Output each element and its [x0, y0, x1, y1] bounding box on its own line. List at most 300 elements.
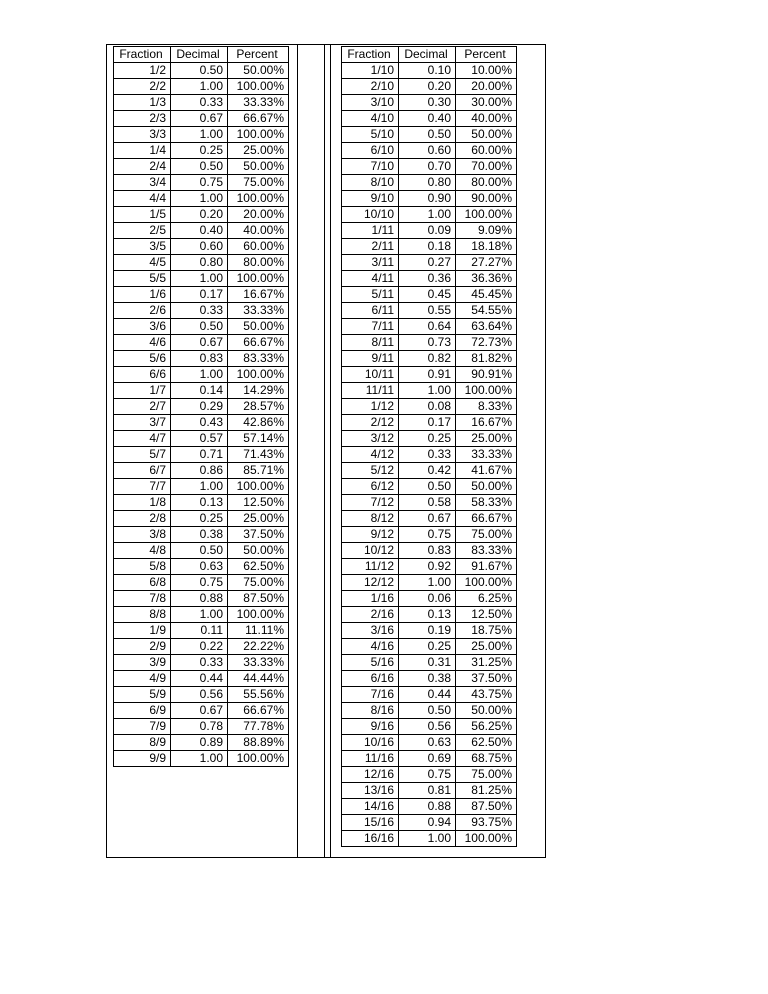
table-row — [342, 415, 517, 431]
percent-cell: 100.00% — [456, 383, 517, 399]
decimal-cell: 0.67 — [171, 703, 228, 719]
fraction-cell: 6/7 — [114, 463, 171, 479]
table-row — [114, 719, 289, 735]
table-row — [114, 559, 289, 575]
percent-cell: 81.82% — [456, 351, 517, 367]
percent-cell: 75.00% — [228, 175, 289, 191]
decimal-cell: 0.44 — [399, 687, 456, 703]
fraction-cell: 16/16 — [342, 831, 399, 847]
decimal-cell: 0.64 — [399, 319, 456, 335]
decimal-cell: 0.57 — [171, 431, 228, 447]
decimal-cell: 0.60 — [171, 239, 228, 255]
table-row — [342, 159, 517, 175]
decimal-cell: 0.38 — [171, 527, 228, 543]
fraction-cell: 4/6 — [114, 335, 171, 351]
fraction-cell: 1/8 — [114, 495, 171, 511]
decimal-cell: 0.80 — [399, 175, 456, 191]
percent-cell: 100.00% — [456, 207, 517, 223]
fraction-cell: 5/5 — [114, 271, 171, 287]
table-row — [114, 511, 289, 527]
decimal-cell: 1.00 — [171, 479, 228, 495]
fraction-cell: 6/9 — [114, 703, 171, 719]
decimal-cell: 0.42 — [399, 463, 456, 479]
decimal-cell: 0.89 — [171, 735, 228, 751]
percent-cell: 44.44% — [228, 671, 289, 687]
decimal-cell: 0.25 — [399, 639, 456, 655]
decimal-cell: 0.33 — [399, 447, 456, 463]
table-row — [114, 63, 289, 79]
fraction-cell: 7/11 — [342, 319, 399, 335]
percent-cell: 75.00% — [228, 575, 289, 591]
table-row — [114, 575, 289, 591]
percent-cell: 83.33% — [456, 543, 517, 559]
percent-cell: 16.67% — [228, 287, 289, 303]
table-row — [114, 367, 289, 383]
decimal-cell: 0.17 — [399, 415, 456, 431]
decimal-cell: 0.92 — [399, 559, 456, 575]
fraction-cell: 9/10 — [342, 191, 399, 207]
decimal-cell: 0.10 — [399, 63, 456, 79]
table-row — [114, 287, 289, 303]
decimal-cell: 0.88 — [399, 799, 456, 815]
percent-cell: 90.00% — [456, 191, 517, 207]
table-row — [114, 671, 289, 687]
decimal-cell: 0.80 — [171, 255, 228, 271]
fraction-cell: 4/9 — [114, 671, 171, 687]
percent-cell: 33.33% — [228, 655, 289, 671]
fraction-cell: 2/8 — [114, 511, 171, 527]
fraction-cell: 12/16 — [342, 767, 399, 783]
table-row — [114, 351, 289, 367]
table-row — [114, 79, 289, 95]
percent-cell: 36.36% — [456, 271, 517, 287]
table-row — [114, 479, 289, 495]
decimal-cell: 0.82 — [399, 351, 456, 367]
decimal-cell: 0.18 — [399, 239, 456, 255]
decimal-cell: 0.20 — [399, 79, 456, 95]
table-row — [114, 607, 289, 623]
percent-cell: 42.86% — [228, 415, 289, 431]
decimal-cell: 0.25 — [171, 511, 228, 527]
decimal-cell: 0.45 — [399, 287, 456, 303]
table-row — [114, 239, 289, 255]
percent-cell: 70.00% — [456, 159, 517, 175]
table-row — [342, 687, 517, 703]
percent-cell: 20.00% — [228, 207, 289, 223]
fraction-cell: 14/16 — [342, 799, 399, 815]
decimal-cell: 0.88 — [171, 591, 228, 607]
table-row — [342, 367, 517, 383]
decimal-cell: 1.00 — [399, 207, 456, 223]
decimal-cell: 0.13 — [399, 607, 456, 623]
fraction-cell: 1/9 — [114, 623, 171, 639]
decimal-cell: 0.50 — [399, 703, 456, 719]
percent-cell: 33.33% — [228, 95, 289, 111]
percent-cell: 33.33% — [228, 303, 289, 319]
table-row — [342, 239, 517, 255]
fraction-cell: 5/16 — [342, 655, 399, 671]
fraction-cell: 6/6 — [114, 367, 171, 383]
decimal-cell: 0.14 — [171, 383, 228, 399]
table-row — [342, 383, 517, 399]
fraction-cell: 5/8 — [114, 559, 171, 575]
fraction-cell: 8/10 — [342, 175, 399, 191]
percent-cell: 100.00% — [228, 271, 289, 287]
table-row — [114, 399, 289, 415]
decimal-cell: 0.50 — [171, 319, 228, 335]
table-row — [114, 735, 289, 751]
decimal-cell: 0.38 — [399, 671, 456, 687]
fraction-cell: 10/10 — [342, 207, 399, 223]
table-row — [342, 447, 517, 463]
decimal-cell: 0.69 — [399, 751, 456, 767]
decimal-cell: 0.75 — [399, 767, 456, 783]
table-row — [342, 815, 517, 831]
decimal-cell: 0.75 — [171, 575, 228, 591]
table-row — [342, 479, 517, 495]
table-row — [342, 767, 517, 783]
decimal-cell: 0.33 — [171, 95, 228, 111]
decimal-cell: 0.43 — [171, 415, 228, 431]
percent-cell: 22.22% — [228, 639, 289, 655]
table-row — [114, 543, 289, 559]
decimal-cell: 0.50 — [399, 127, 456, 143]
percent-cell: 40.00% — [456, 111, 517, 127]
percent-cell: 100.00% — [228, 607, 289, 623]
decimal-cell: 0.22 — [171, 639, 228, 655]
fraction-cell: 1/11 — [342, 223, 399, 239]
fraction-cell: 1/4 — [114, 143, 171, 159]
fraction-cell: 5/6 — [114, 351, 171, 367]
table-row — [342, 271, 517, 287]
fraction-cell: 1/5 — [114, 207, 171, 223]
percent-cell: 25.00% — [456, 639, 517, 655]
decimal-cell: 0.81 — [399, 783, 456, 799]
percent-cell: 41.67% — [456, 463, 517, 479]
fraction-cell: 10/11 — [342, 367, 399, 383]
fraction-cell: 8/9 — [114, 735, 171, 751]
decimal-cell: 0.63 — [399, 735, 456, 751]
table-row — [114, 591, 289, 607]
percent-cell: 100.00% — [456, 831, 517, 847]
table-row — [114, 415, 289, 431]
decimal-cell: 0.83 — [171, 351, 228, 367]
table-row — [342, 63, 517, 79]
percent-cell: 58.33% — [456, 495, 517, 511]
percent-cell: 12.50% — [456, 607, 517, 623]
fraction-cell: 7/12 — [342, 495, 399, 511]
decimal-cell: 0.91 — [399, 367, 456, 383]
table-row — [114, 431, 289, 447]
percent-cell: 16.67% — [456, 415, 517, 431]
table-row — [342, 703, 517, 719]
table-row — [114, 143, 289, 159]
fraction-cell: 2/9 — [114, 639, 171, 655]
decimal-cell: 0.25 — [171, 143, 228, 159]
percent-cell: 14.29% — [228, 383, 289, 399]
table-row — [342, 431, 517, 447]
percent-cell: 43.75% — [456, 687, 517, 703]
fraction-cell: 11/16 — [342, 751, 399, 767]
decimal-cell: 0.86 — [171, 463, 228, 479]
percent-cell: 66.67% — [228, 335, 289, 351]
fraction-cell: 3/16 — [342, 623, 399, 639]
table-row — [342, 223, 517, 239]
table-row — [114, 751, 289, 767]
decimal-cell: 0.09 — [399, 223, 456, 239]
decimal-cell: 1.00 — [399, 383, 456, 399]
fraction-cell: 2/11 — [342, 239, 399, 255]
decimal-cell: 0.06 — [399, 591, 456, 607]
spreadsheet-page — [106, 44, 546, 858]
percent-cell: 90.91% — [456, 367, 517, 383]
table-row — [114, 111, 289, 127]
decimal-cell: 1.00 — [171, 127, 228, 143]
table-row — [114, 175, 289, 191]
fraction-cell: 12/12 — [342, 575, 399, 591]
percent-cell: 30.00% — [456, 95, 517, 111]
percent-cell: 57.14% — [228, 431, 289, 447]
percent-cell: 100.00% — [228, 127, 289, 143]
table-row — [114, 207, 289, 223]
percent-cell: 37.50% — [456, 671, 517, 687]
decimal-cell: 0.75 — [171, 175, 228, 191]
percent-cell: 25.00% — [456, 431, 517, 447]
fraction-cell: 11/11 — [342, 383, 399, 399]
fraction-cell: 5/12 — [342, 463, 399, 479]
fraction-cell: 6/11 — [342, 303, 399, 319]
table-row — [342, 543, 517, 559]
fraction-cell: 7/9 — [114, 719, 171, 735]
fraction-cell: 3/3 — [114, 127, 171, 143]
percent-cell: 25.00% — [228, 143, 289, 159]
decimal-cell: 0.29 — [171, 399, 228, 415]
percent-cell: 66.67% — [456, 511, 517, 527]
fraction-cell: 6/10 — [342, 143, 399, 159]
fraction-table-right — [341, 46, 517, 847]
fraction-cell: 1/7 — [114, 383, 171, 399]
table-row — [342, 575, 517, 591]
table-row — [342, 783, 517, 799]
percent-cell: 50.00% — [456, 703, 517, 719]
decimal-cell: 1.00 — [171, 191, 228, 207]
decimal-cell: 0.67 — [399, 511, 456, 527]
table-row — [342, 831, 517, 847]
fraction-cell: 1/2 — [114, 63, 171, 79]
table-row — [342, 175, 517, 191]
table-row — [342, 399, 517, 415]
fraction-cell: 8/11 — [342, 335, 399, 351]
percent-cell: 31.25% — [456, 655, 517, 671]
decimal-cell: 1.00 — [171, 367, 228, 383]
percent-cell: 18.75% — [456, 623, 517, 639]
percent-cell: 50.00% — [228, 543, 289, 559]
percent-cell: 100.00% — [228, 751, 289, 767]
fraction-cell: 4/8 — [114, 543, 171, 559]
decimal-cell: 0.94 — [399, 815, 456, 831]
decimal-cell: 0.73 — [399, 335, 456, 351]
percent-cell: 75.00% — [456, 527, 517, 543]
fraction-cell: 15/16 — [342, 815, 399, 831]
percent-cell: 60.00% — [228, 239, 289, 255]
fraction-cell: 4/4 — [114, 191, 171, 207]
percent-cell: 50.00% — [228, 319, 289, 335]
fraction-cell: 6/12 — [342, 479, 399, 495]
header-fraction: Fraction — [114, 47, 171, 63]
decimal-cell: 0.44 — [171, 671, 228, 687]
decimal-cell: 0.40 — [399, 111, 456, 127]
table-row — [342, 463, 517, 479]
fraction-cell: 10/12 — [342, 543, 399, 559]
table-row — [342, 607, 517, 623]
fraction-cell: 3/10 — [342, 95, 399, 111]
percent-cell: 8.33% — [456, 399, 517, 415]
decimal-cell: 0.30 — [399, 95, 456, 111]
table-row — [114, 383, 289, 399]
table-row — [114, 703, 289, 719]
percent-cell: 62.50% — [456, 735, 517, 751]
fraction-cell: 3/4 — [114, 175, 171, 191]
percent-cell: 72.73% — [456, 335, 517, 351]
decimal-cell: 1.00 — [171, 607, 228, 623]
percent-cell: 62.50% — [228, 559, 289, 575]
table-row — [114, 527, 289, 543]
table-row — [114, 463, 289, 479]
table-row — [114, 255, 289, 271]
percent-cell: 33.33% — [456, 447, 517, 463]
table-row — [342, 95, 517, 111]
fraction-cell: 2/12 — [342, 415, 399, 431]
decimal-cell: 0.56 — [399, 719, 456, 735]
fraction-cell: 2/6 — [114, 303, 171, 319]
percent-cell: 50.00% — [456, 479, 517, 495]
fraction-table-left — [113, 46, 289, 767]
table-row — [342, 287, 517, 303]
decimal-cell: 0.56 — [171, 687, 228, 703]
percent-cell: 56.25% — [456, 719, 517, 735]
column-separator-line — [330, 44, 331, 858]
table-row — [114, 655, 289, 671]
percent-cell: 83.33% — [228, 351, 289, 367]
fraction-cell: 5/10 — [342, 127, 399, 143]
percent-cell: 11.11% — [228, 623, 289, 639]
fraction-cell: 1/12 — [342, 399, 399, 415]
percent-cell: 80.00% — [228, 255, 289, 271]
percent-cell: 100.00% — [228, 479, 289, 495]
percent-cell: 50.00% — [456, 127, 517, 143]
percent-cell: 10.00% — [456, 63, 517, 79]
percent-cell: 12.50% — [228, 495, 289, 511]
percent-cell: 45.45% — [456, 287, 517, 303]
decimal-cell: 0.67 — [171, 111, 228, 127]
table-row — [342, 111, 517, 127]
table-row — [342, 335, 517, 351]
table-row — [342, 207, 517, 223]
table-row — [342, 591, 517, 607]
percent-cell: 71.43% — [228, 447, 289, 463]
fraction-cell: 4/12 — [342, 447, 399, 463]
table-row — [114, 271, 289, 287]
table-row — [342, 639, 517, 655]
percent-cell: 100.00% — [456, 575, 517, 591]
fraction-cell: 6/8 — [114, 575, 171, 591]
table-row — [342, 127, 517, 143]
fraction-cell: 2/7 — [114, 399, 171, 415]
percent-cell: 87.50% — [228, 591, 289, 607]
decimal-cell: 0.50 — [171, 159, 228, 175]
table-row — [114, 335, 289, 351]
percent-cell: 80.00% — [456, 175, 517, 191]
decimal-cell: 0.78 — [171, 719, 228, 735]
table-row — [114, 223, 289, 239]
decimal-cell: 0.75 — [399, 527, 456, 543]
table-row — [342, 751, 517, 767]
fraction-cell: 1/10 — [342, 63, 399, 79]
table-row — [342, 671, 517, 687]
table-row — [114, 639, 289, 655]
percent-cell: 18.18% — [456, 239, 517, 255]
percent-cell: 100.00% — [228, 191, 289, 207]
decimal-cell: 0.50 — [171, 543, 228, 559]
fraction-cell: 2/3 — [114, 111, 171, 127]
decimal-cell: 0.60 — [399, 143, 456, 159]
fraction-cell: 9/9 — [114, 751, 171, 767]
table-row — [342, 735, 517, 751]
fraction-cell: 1/3 — [114, 95, 171, 111]
table-row — [114, 447, 289, 463]
fraction-cell: 3/7 — [114, 415, 171, 431]
table-row — [342, 191, 517, 207]
fraction-cell: 4/10 — [342, 111, 399, 127]
percent-cell: 20.00% — [456, 79, 517, 95]
fraction-cell: 9/16 — [342, 719, 399, 735]
decimal-cell: 0.33 — [171, 303, 228, 319]
decimal-cell: 1.00 — [171, 79, 228, 95]
table-row — [114, 191, 289, 207]
fraction-cell: 2/4 — [114, 159, 171, 175]
fraction-cell: 11/12 — [342, 559, 399, 575]
table-row — [114, 687, 289, 703]
decimal-cell: 0.08 — [399, 399, 456, 415]
percent-cell: 100.00% — [228, 79, 289, 95]
table-row — [114, 495, 289, 511]
decimal-cell: 0.13 — [171, 495, 228, 511]
decimal-cell: 1.00 — [399, 575, 456, 591]
percent-cell: 75.00% — [456, 767, 517, 783]
fraction-cell: 9/12 — [342, 527, 399, 543]
decimal-cell: 0.20 — [171, 207, 228, 223]
percent-cell: 77.78% — [228, 719, 289, 735]
fraction-cell: 4/11 — [342, 271, 399, 287]
table-row — [114, 95, 289, 111]
fraction-cell: 9/11 — [342, 351, 399, 367]
percent-cell: 66.67% — [228, 703, 289, 719]
decimal-cell: 0.25 — [399, 431, 456, 447]
fraction-cell: 7/10 — [342, 159, 399, 175]
fraction-cell: 5/11 — [342, 287, 399, 303]
percent-cell: 54.55% — [456, 303, 517, 319]
fraction-cell: 13/16 — [342, 783, 399, 799]
fraction-cell: 4/16 — [342, 639, 399, 655]
decimal-cell: 1.00 — [171, 271, 228, 287]
header-fraction: Fraction — [342, 47, 399, 63]
percent-cell: 91.67% — [456, 559, 517, 575]
table-row — [342, 559, 517, 575]
decimal-cell: 0.83 — [399, 543, 456, 559]
decimal-cell: 0.33 — [171, 655, 228, 671]
fraction-cell: 1/6 — [114, 287, 171, 303]
fraction-cell: 3/12 — [342, 431, 399, 447]
